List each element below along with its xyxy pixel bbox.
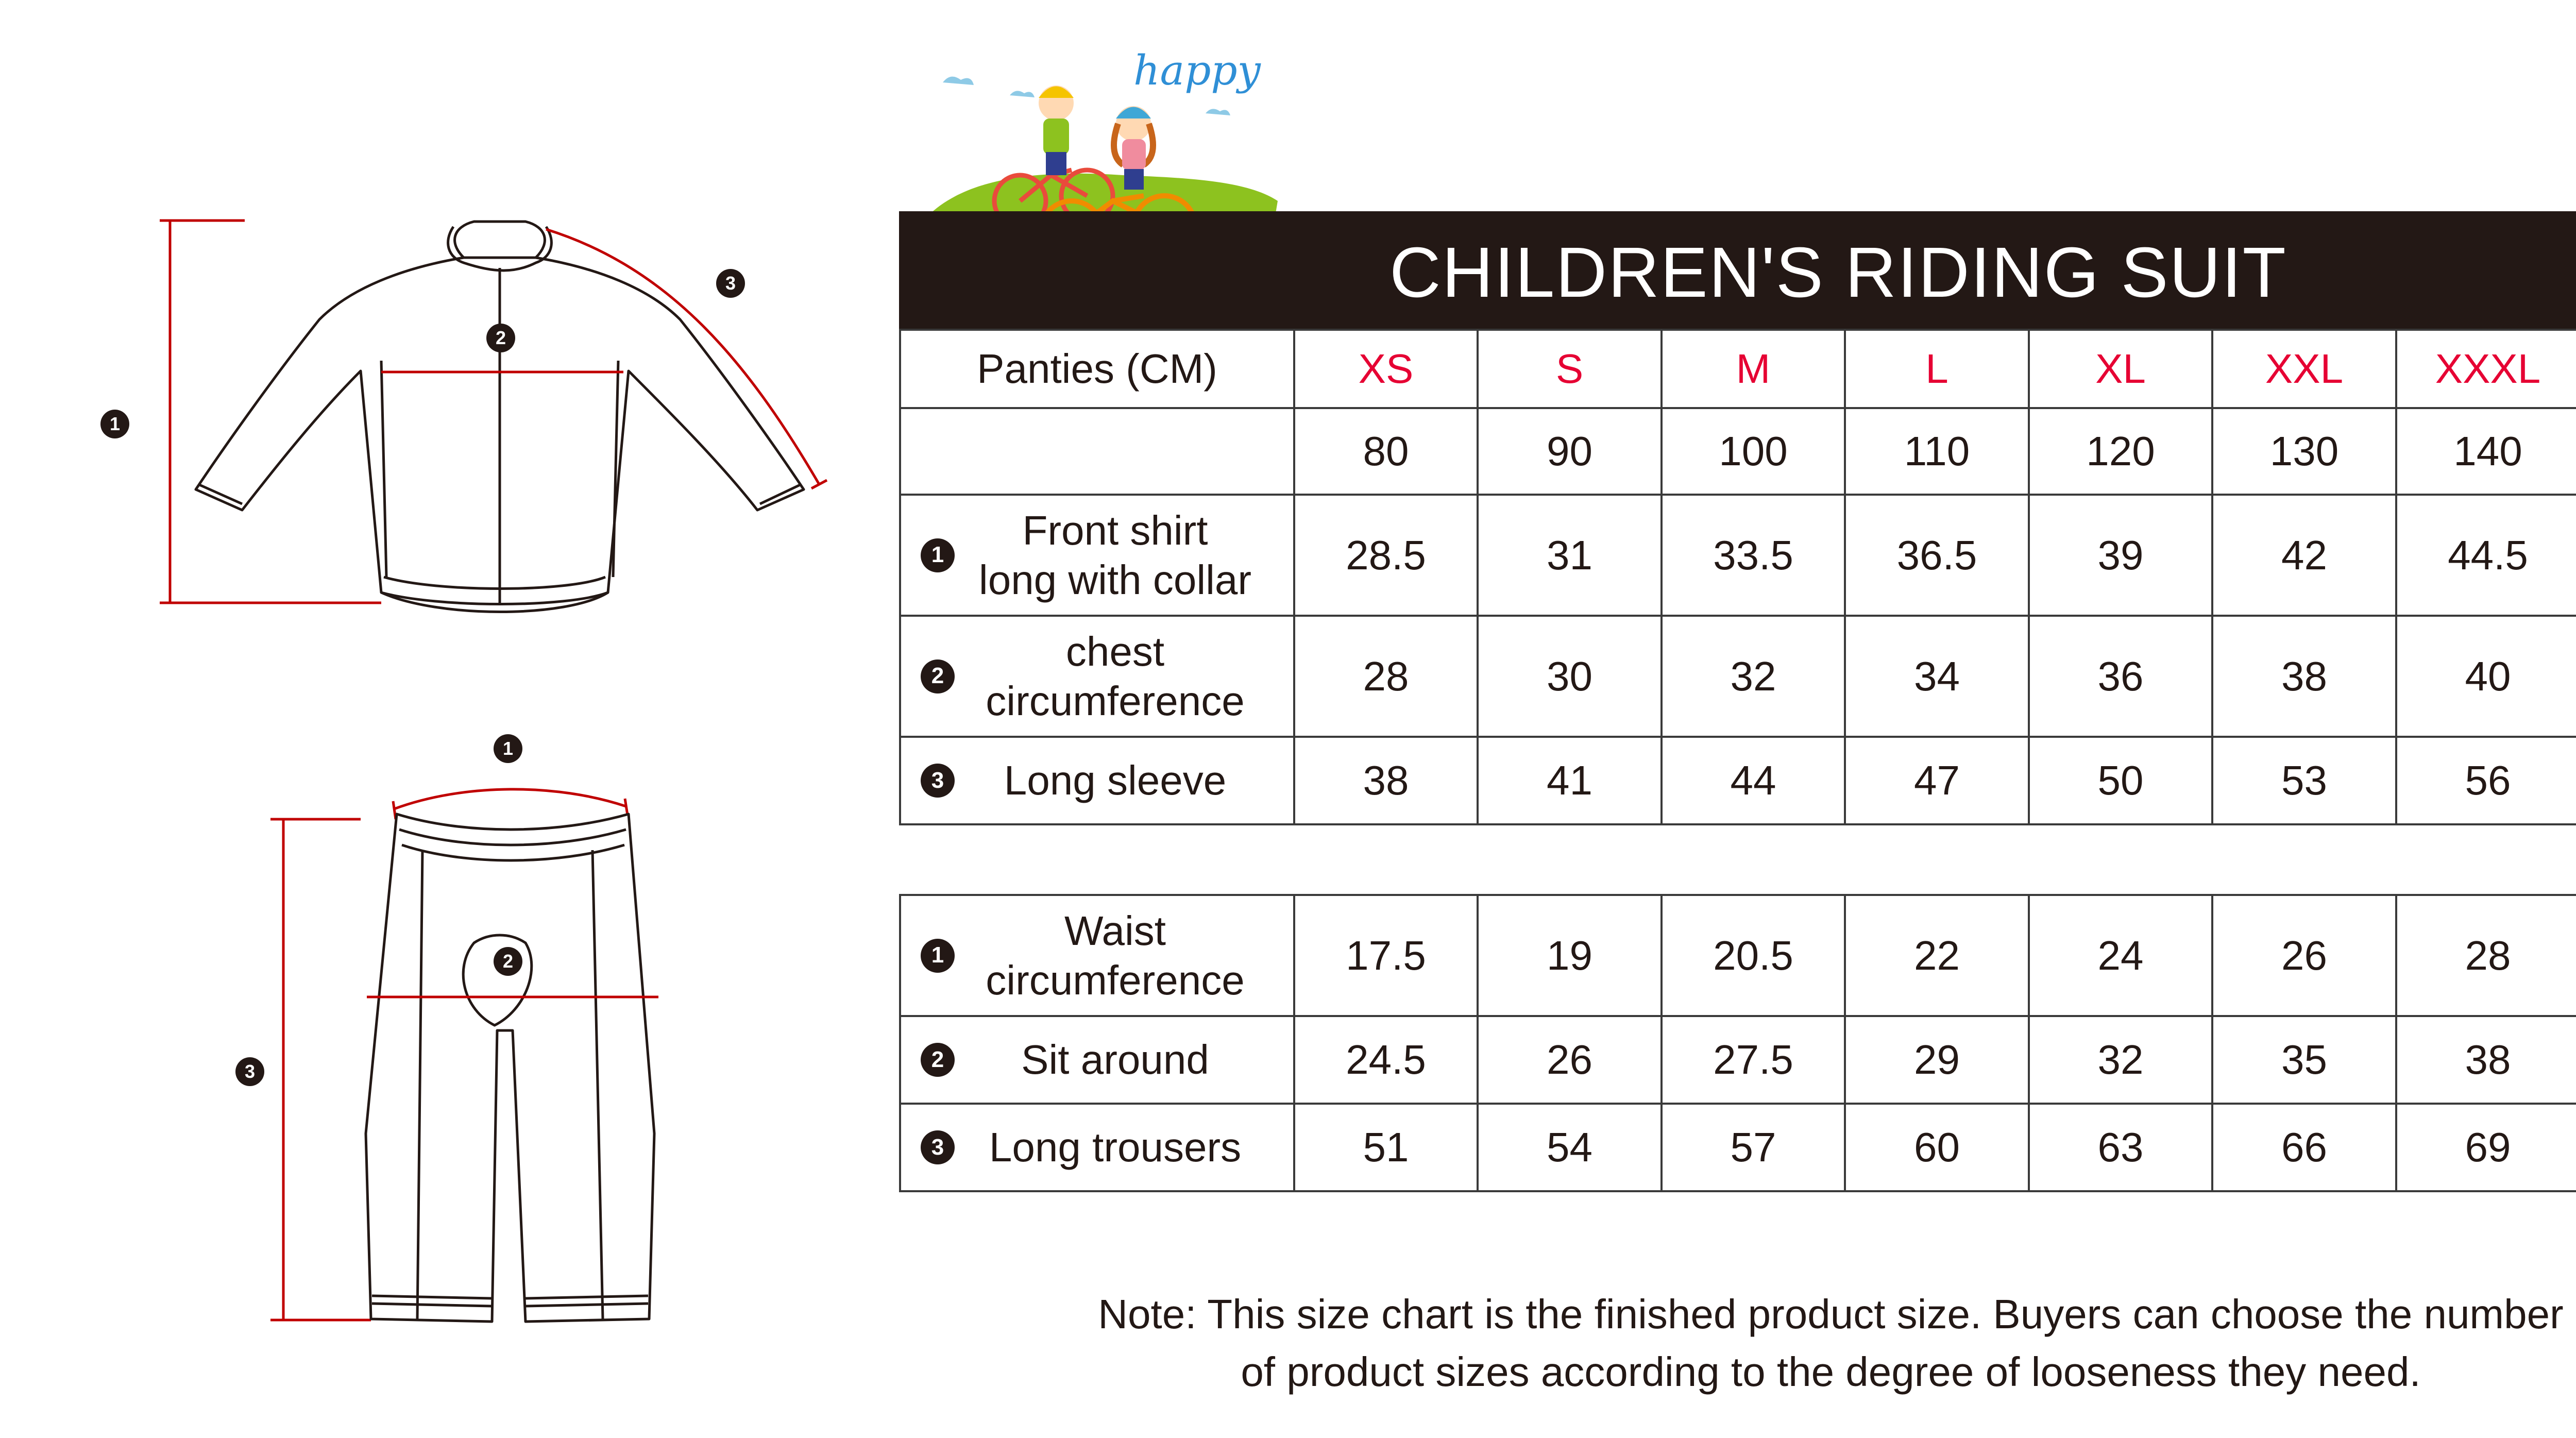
table-cell: 80 (1294, 408, 1478, 495)
table-cell: 57 (1662, 1104, 1845, 1191)
table-row (900, 616, 2576, 737)
table-cell: 63 (2029, 1104, 2212, 1191)
table-row (900, 1104, 2576, 1191)
size-xxxl: XXXL (2396, 330, 2576, 408)
table-cell: 36 (2029, 616, 2212, 737)
logo-happy-text: happy (1133, 46, 1261, 94)
table-cell: 32 (2029, 1016, 2212, 1104)
table-cell: 53 (2212, 737, 2396, 824)
jersey-diagram (77, 196, 902, 659)
table-cell: 26 (1478, 1016, 1662, 1104)
table-cell: 44.5 (2396, 495, 2576, 616)
table-cell: 100 (1662, 408, 1845, 495)
size-xs: XS (1294, 330, 1478, 408)
row-badge: 3 (921, 1130, 955, 1164)
table-cell: 90 (1478, 408, 1662, 495)
row-badge: 3 (921, 764, 955, 798)
table-cell: 28.5 (1294, 495, 1478, 616)
page-title: CHILDREN'S RIDING SUIT (1389, 233, 2287, 312)
row-badge: 1 (921, 939, 955, 973)
table-cell: 26 (2212, 895, 2396, 1016)
table-cell: 24.5 (1294, 1016, 1478, 1104)
pants-seat-badge: 2 (494, 947, 522, 976)
table-cell: 60 (1845, 1104, 2029, 1191)
pants-diagram (258, 763, 721, 1329)
jersey-length-badge: 1 (100, 410, 129, 438)
title-bar (899, 211, 2576, 329)
row-label-chest (900, 616, 1294, 737)
table-cell: 32 (1662, 616, 1845, 737)
pants-waist-arc (394, 789, 626, 809)
table-cell: 38 (1294, 737, 1478, 824)
note-line-1: Note: This size chart is the finished product size. Buyers can choose the number (1098, 1291, 2564, 1337)
table-cell: 54 (1478, 1104, 1662, 1191)
table-row (900, 1016, 2576, 1104)
table-cell: 38 (2212, 616, 2396, 737)
jersey-size-table (899, 329, 2576, 825)
note-line-2: of product sizes according to the degree of looseness they need. (1241, 1349, 2421, 1395)
row-label-waist (900, 895, 1294, 1016)
pants-length-badge: 3 (235, 1057, 264, 1086)
table-cell: 22 (1845, 895, 2029, 1016)
table-cell: 34 (1845, 616, 2029, 737)
row-badge: 2 (921, 659, 955, 693)
jersey-sleeve-badge: 3 (716, 269, 745, 298)
size-xl: XL (2029, 330, 2212, 408)
row-label-line1: Long sleeve (1004, 757, 1227, 803)
table-cell: 120 (2029, 408, 2212, 495)
table-cell: 38 (2396, 1016, 2576, 1104)
table-cell: 69 (2396, 1104, 2576, 1191)
table-cell: 30 (1478, 616, 1662, 737)
table-cell: 40 (2396, 616, 2576, 737)
row-label-seat (900, 1016, 1294, 1104)
row-badge: 2 (921, 1043, 955, 1077)
table-cell: 66 (2212, 1104, 2396, 1191)
size-l: L (1845, 330, 2029, 408)
row-label-line1: Waist (1064, 907, 1166, 954)
row-label-line1: Front shirt (1022, 507, 1208, 553)
size-header-row (900, 330, 2576, 408)
size-xxl: XXL (2212, 330, 2396, 408)
table-cell: 51 (1294, 1104, 1478, 1191)
header-label: Panties (CM) (900, 330, 1294, 408)
table-cell: 28 (1294, 616, 1478, 737)
table-cell: 19 (1478, 895, 1662, 1016)
table-cell: 41 (1478, 737, 1662, 824)
table-cell: 47 (1845, 737, 2029, 824)
pants-size-table (899, 894, 2576, 1192)
table-cell: 28 (2396, 895, 2576, 1016)
row-label-line1: Sit around (1021, 1037, 1209, 1082)
table-row (900, 737, 2576, 824)
table-cell: 24 (2029, 895, 2212, 1016)
table-cell: 130 (2212, 408, 2396, 495)
row-label-line2: circumference (986, 678, 1245, 724)
size-note (899, 1285, 2576, 1401)
row-label-line1: chest (1065, 628, 1165, 674)
row-label-line2: long with collar (978, 556, 1252, 603)
table-cell: 20.5 (1662, 895, 1845, 1016)
table-cell: 110 (1845, 408, 2029, 495)
table-cell: 39 (2029, 495, 2212, 616)
jersey-outline (455, 222, 545, 258)
table-cell: 42 (2212, 495, 2396, 616)
table-cell: 36.5 (1845, 495, 2029, 616)
table-cell: 17.5 (1294, 895, 1478, 1016)
table-row (900, 495, 2576, 616)
table-cell: 31 (1478, 495, 1662, 616)
row-label-line1: Long trousers (989, 1124, 1242, 1170)
row-label-trousers (900, 1104, 1294, 1191)
table-cell: 140 (2396, 408, 2576, 495)
table-cell: 27.5 (1662, 1016, 1845, 1104)
table-cell: 29 (1845, 1016, 2029, 1104)
table-row (900, 895, 2576, 1016)
pants-waist-badge: 1 (494, 734, 522, 763)
number-row-label (900, 408, 1294, 495)
jersey-chest-badge: 2 (486, 324, 515, 352)
row-label-sleeve (900, 737, 1294, 824)
table-cell: 33.5 (1662, 495, 1845, 616)
table-cell: 44 (1662, 737, 1845, 824)
row-badge: 1 (921, 538, 955, 572)
table-cell: 35 (2212, 1016, 2396, 1104)
size-m: M (1662, 330, 1845, 408)
pants-length-dimension (270, 819, 371, 1320)
size-s: S (1478, 330, 1662, 408)
table-cell: 50 (2029, 737, 2212, 824)
pants-outline (366, 814, 654, 1322)
row-label-line2: circumference (986, 957, 1245, 1003)
size-number-row (900, 408, 2576, 495)
row-label-front-length (900, 495, 1294, 616)
table-cell: 56 (2396, 737, 2576, 824)
